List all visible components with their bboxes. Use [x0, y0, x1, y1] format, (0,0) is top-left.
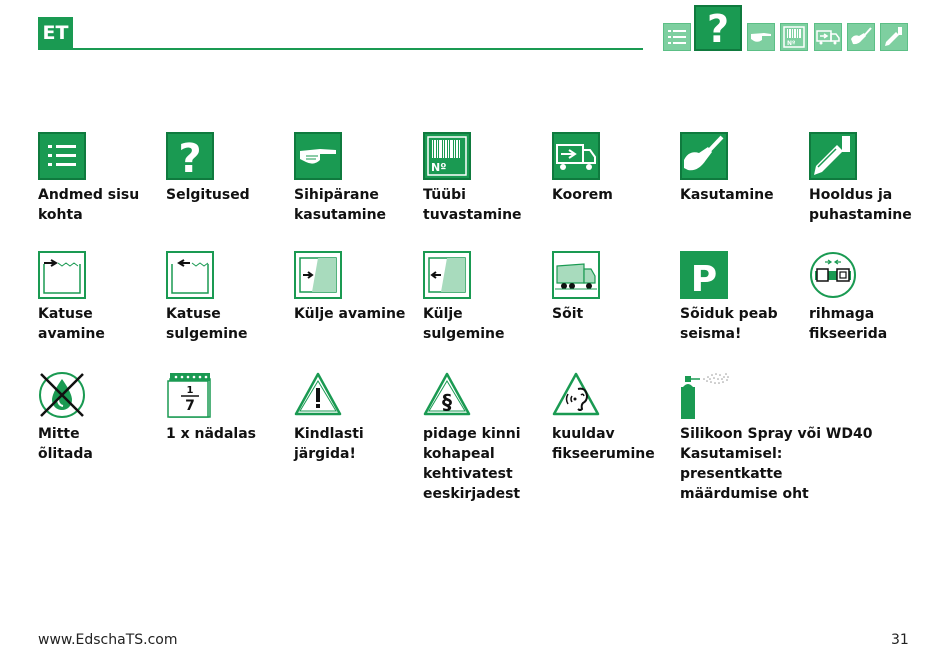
legend-label: kuuldav fikseerumine — [552, 426, 655, 462]
barcode-icon — [423, 132, 471, 180]
side-close-icon — [423, 251, 471, 299]
legend-label: Kasutamine — [680, 187, 774, 203]
legend-label: Mitte õlitada — [38, 426, 93, 462]
hearing-icon — [552, 371, 600, 419]
maintenance-icon — [809, 132, 857, 180]
legend-label: Selgitused — [166, 187, 250, 203]
legend-label: Sihipärane kasutamine — [294, 187, 387, 223]
svg-text:Nº: Nº — [787, 40, 796, 47]
svg-text:?: ? — [178, 136, 202, 180]
svg-text:7: 7 — [185, 398, 195, 414]
hand-cleaning-icon — [680, 132, 728, 180]
svg-text:?: ? — [706, 9, 730, 47]
svg-text:Nº: Nº — [431, 161, 447, 174]
nav-truck-icon[interactable] — [814, 23, 842, 51]
paragraph-warning-icon — [423, 371, 471, 419]
svg-text:P: P — [690, 259, 718, 299]
list-icon — [38, 132, 86, 180]
roof-open-icon — [38, 251, 86, 299]
legend-label: Koorem — [552, 187, 613, 203]
side-open-icon — [294, 251, 342, 299]
header-rule — [38, 48, 643, 50]
nav-barcode-icon[interactable] — [780, 23, 808, 51]
legend-label: Külje avamine — [294, 306, 406, 322]
strap-icon — [809, 251, 857, 299]
svg-text:§: § — [442, 390, 452, 414]
parking-icon — [680, 251, 728, 299]
legend-label: Katuse avamine — [38, 306, 105, 342]
legend-label: Hooldus ja puhastamine — [809, 187, 912, 223]
nav-pointing-hand-icon[interactable] — [747, 23, 775, 51]
svg-text:1: 1 — [186, 385, 194, 396]
legend-label: Sõiduk peab seisma! — [680, 306, 778, 342]
legend-label: Tüübi tuvastamine — [423, 187, 522, 223]
truck-icon — [552, 132, 600, 180]
nav-hand-cleaning-icon[interactable] — [847, 23, 875, 51]
language-badge: ET — [38, 17, 73, 48]
no-oil-icon — [38, 371, 86, 419]
driving-icon — [552, 251, 600, 299]
roof-close-icon — [166, 251, 214, 299]
pointing-hand-icon — [294, 132, 342, 180]
nav-maintenance-icon[interactable] — [880, 23, 908, 51]
legend-label: Kindlasti järgida! — [294, 426, 364, 462]
warning-icon — [294, 371, 342, 419]
footer-url[interactable]: www.EdschaTS.com — [38, 632, 178, 648]
legend-label: Katuse sulgemine — [166, 306, 248, 342]
legend-label: Sõit — [552, 306, 584, 322]
legend-label: rihmaga fikseerida — [809, 306, 888, 342]
spray-icon — [680, 371, 740, 419]
legend-label: Külje sulgemine — [423, 306, 505, 342]
nav-list-icon[interactable] — [663, 23, 691, 51]
legend-label: pidage kinni kohapeal kehtivatest eeskirjadest — [423, 426, 521, 502]
legend-label: 1 x nädalas — [166, 426, 256, 442]
legend-label: Silikoon Spray või WD40 Kasutamisel: presentkatte määrdumise oht — [680, 426, 873, 502]
legend-label: Andmed sisu kohta — [38, 187, 140, 223]
page-number: 31 — [891, 632, 909, 648]
calendar-icon — [166, 371, 214, 419]
nav-question-icon[interactable] — [694, 5, 742, 51]
question-icon — [166, 132, 214, 180]
